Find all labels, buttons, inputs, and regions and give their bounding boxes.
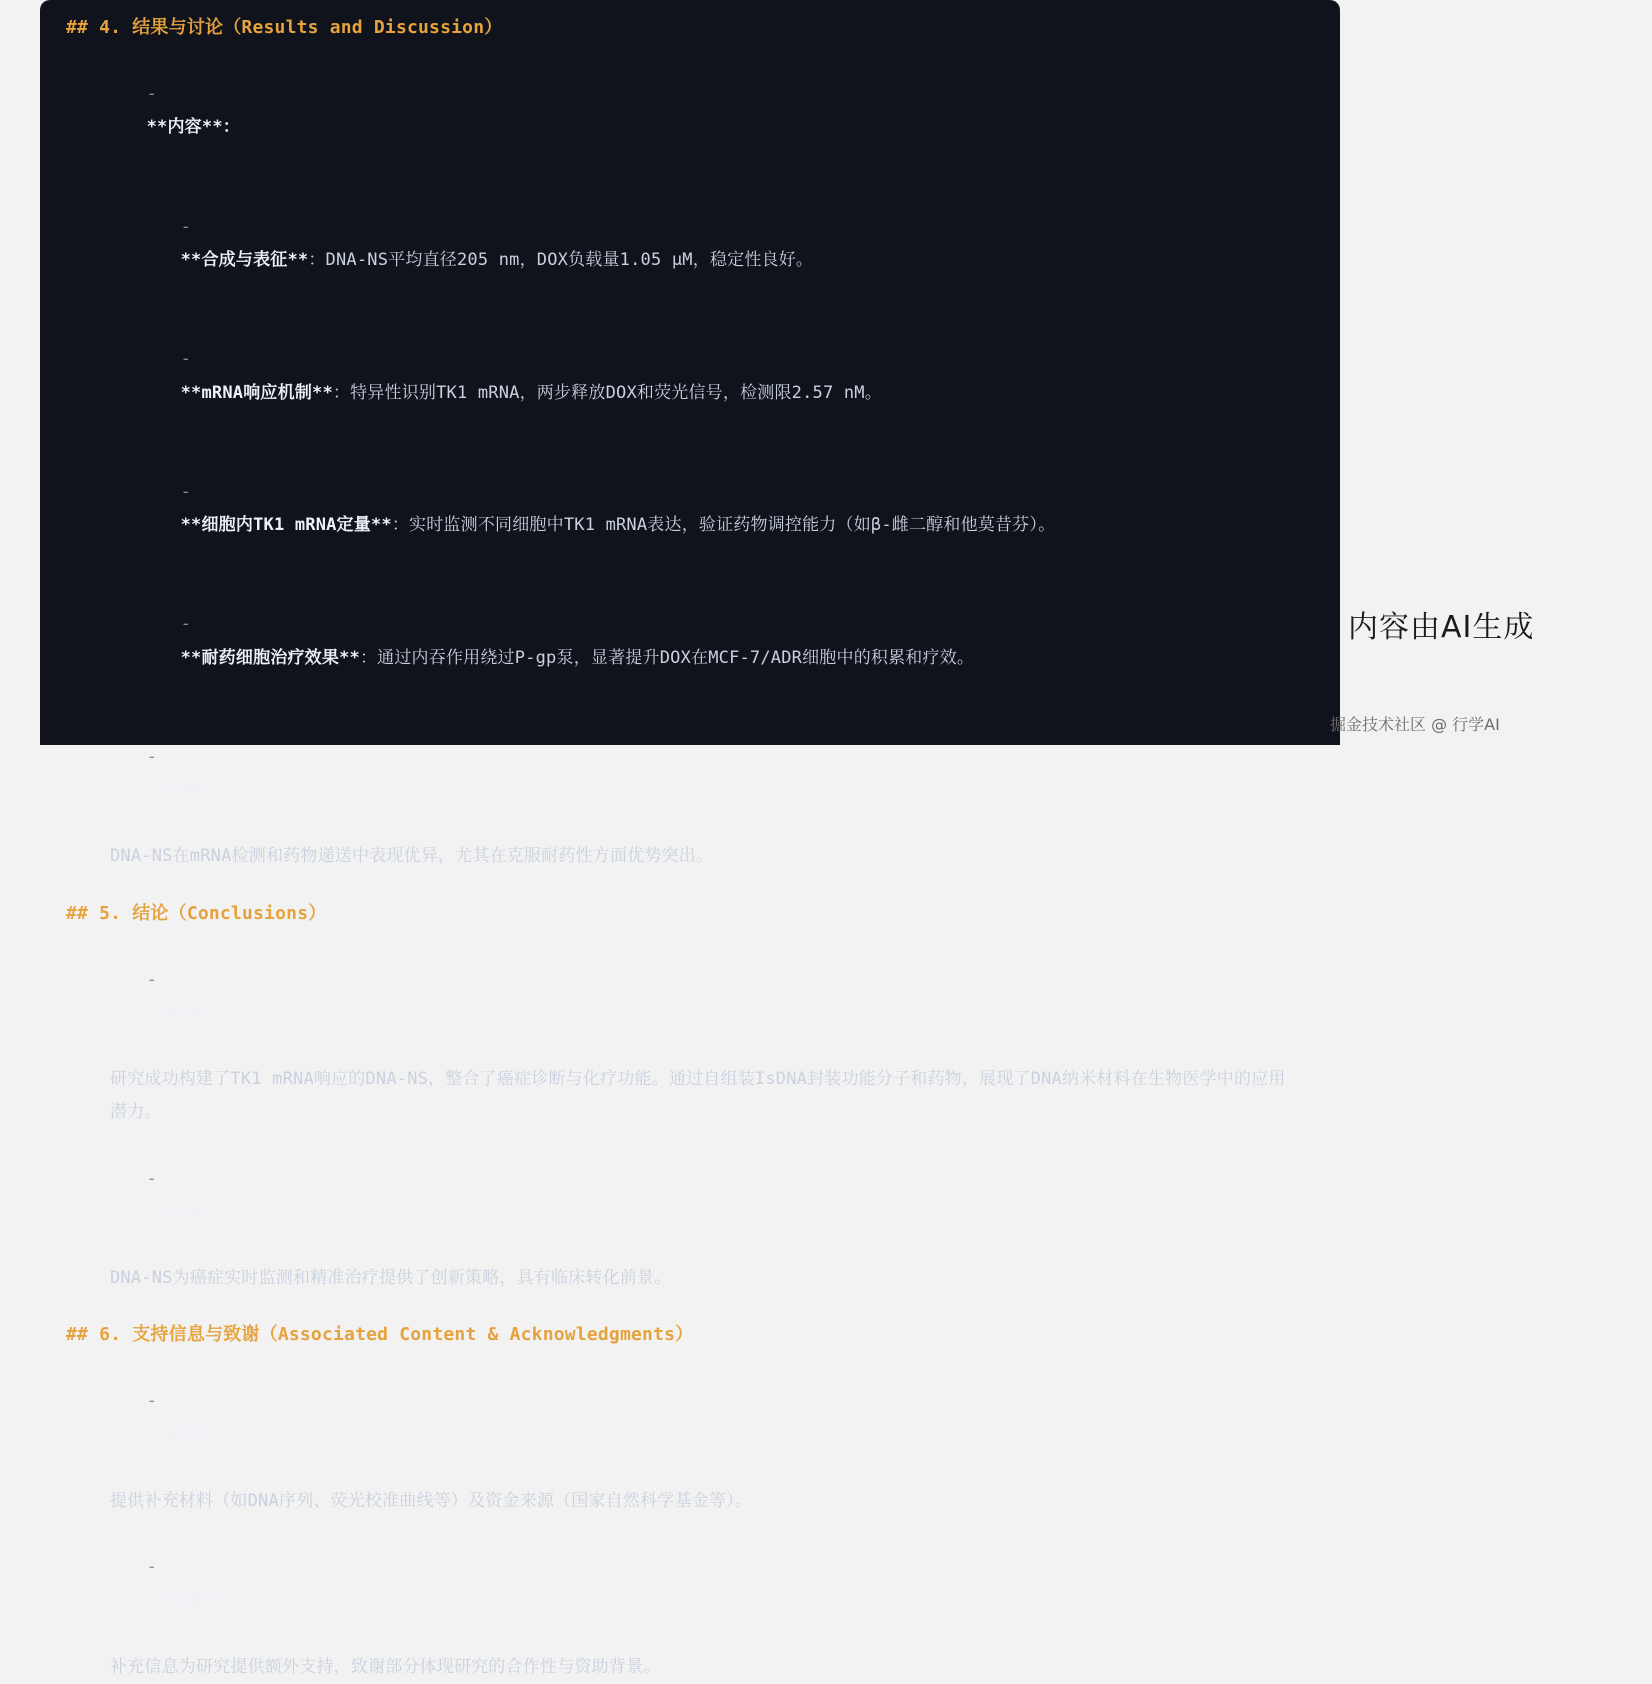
list-item [66, 931, 1314, 1064]
list-item-label: **耐药细胞治疗效果** [180, 647, 360, 668]
list-item-text: ：实时监测不同细胞中TK1 mRNA表达，验证药物调控能力（如β-雌二醇和他莫昔芬）。 [391, 515, 1056, 536]
paragraph: 提供补充材料（如DNA序列、荧光校准曲线等）及资金来源（国家自然科学基金等）。 [110, 1490, 753, 1511]
list-item-label: **细胞内TK1 mRNA定量** [180, 515, 392, 536]
list-item [66, 178, 1314, 311]
list-marker: - [180, 481, 192, 502]
list-item [66, 45, 1314, 178]
list-item [66, 1130, 1314, 1263]
list-item-label: **合成与表征** [180, 249, 309, 270]
section-gap [66, 874, 1314, 896]
list-item-label: **内容**： [146, 117, 240, 138]
list-marker: - [180, 216, 192, 237]
list-marker: - [146, 747, 158, 768]
list-marker: - [146, 969, 158, 990]
list-item [66, 1352, 1314, 1485]
list-item-label: **总结**： [146, 1590, 240, 1611]
list-marker: - [146, 1168, 158, 1189]
section-heading-5: ## 5. 结论（Conclusions） [66, 902, 327, 924]
list-item [66, 708, 1314, 841]
list-item-text: ：DNA-NS平均直径205 nm，DOX负载量1.05 μM，稳定性良好。 [308, 249, 814, 270]
list-item-label: **总结**： [146, 780, 240, 801]
section-heading-4: ## 4. 结果与讨论（Results and Discussion） [66, 17, 503, 38]
list-item [66, 1518, 1314, 1651]
paragraph: 研究成功构建了TK1 mRNA响应的DNA-NS，整合了癌症诊断与化疗功能。通过自组装IsDNA封装功能分子和药物，展现了DNA纳米材料在生物医学中的应用潜力。 [110, 1069, 1286, 1123]
list-item-text: ：特异性识别TK1 mRNA，两步释放DOX和荧光信号，检测限2.57 nM。 [332, 382, 882, 403]
list-item-label: **总结**： [146, 1201, 240, 1222]
list-item [66, 443, 1314, 576]
list-item-label: **mRNA响应机制** [180, 382, 333, 403]
section-heading-6: ## 6. 支持信息与致谢（Associated Content & Acknowledgments） [66, 1324, 694, 1346]
list-item [66, 310, 1314, 443]
list-marker: - [180, 614, 192, 635]
markdown-output-panel [40, 0, 1340, 1677]
paragraph: 补充信息为研究提供额外支持，致谢部分体现研究的合作性与资助背景。 [110, 1656, 661, 1677]
list-item-label: **内容**： [146, 1424, 240, 1445]
paragraph: DNA-NS在mRNA检测和药物递送中表现优异，尤其在克服耐药性方面优势突出。 [110, 846, 714, 867]
list-item-label: **内容**： [146, 1002, 240, 1023]
list-marker: - [180, 349, 192, 370]
list-marker: - [146, 1557, 158, 1578]
list-marker: - [146, 84, 158, 105]
paragraph: DNA-NS为癌症实时监测和精准治疗提供了创新策略，具有临床转化前景。 [110, 1268, 672, 1289]
ai-generated-note: 内容由AI生成 [1348, 610, 1535, 645]
list-item-text: ：通过内吞作用绕过P-gp泵，显著提升DOX在MCF-7/ADR细胞中的积累和疗效。 [359, 647, 975, 668]
section-gap [66, 1295, 1314, 1317]
watermark-label: 掘金技术社区 @ 行学AI [1330, 715, 1500, 734]
list-item [66, 575, 1314, 708]
list-marker: - [146, 1391, 158, 1412]
